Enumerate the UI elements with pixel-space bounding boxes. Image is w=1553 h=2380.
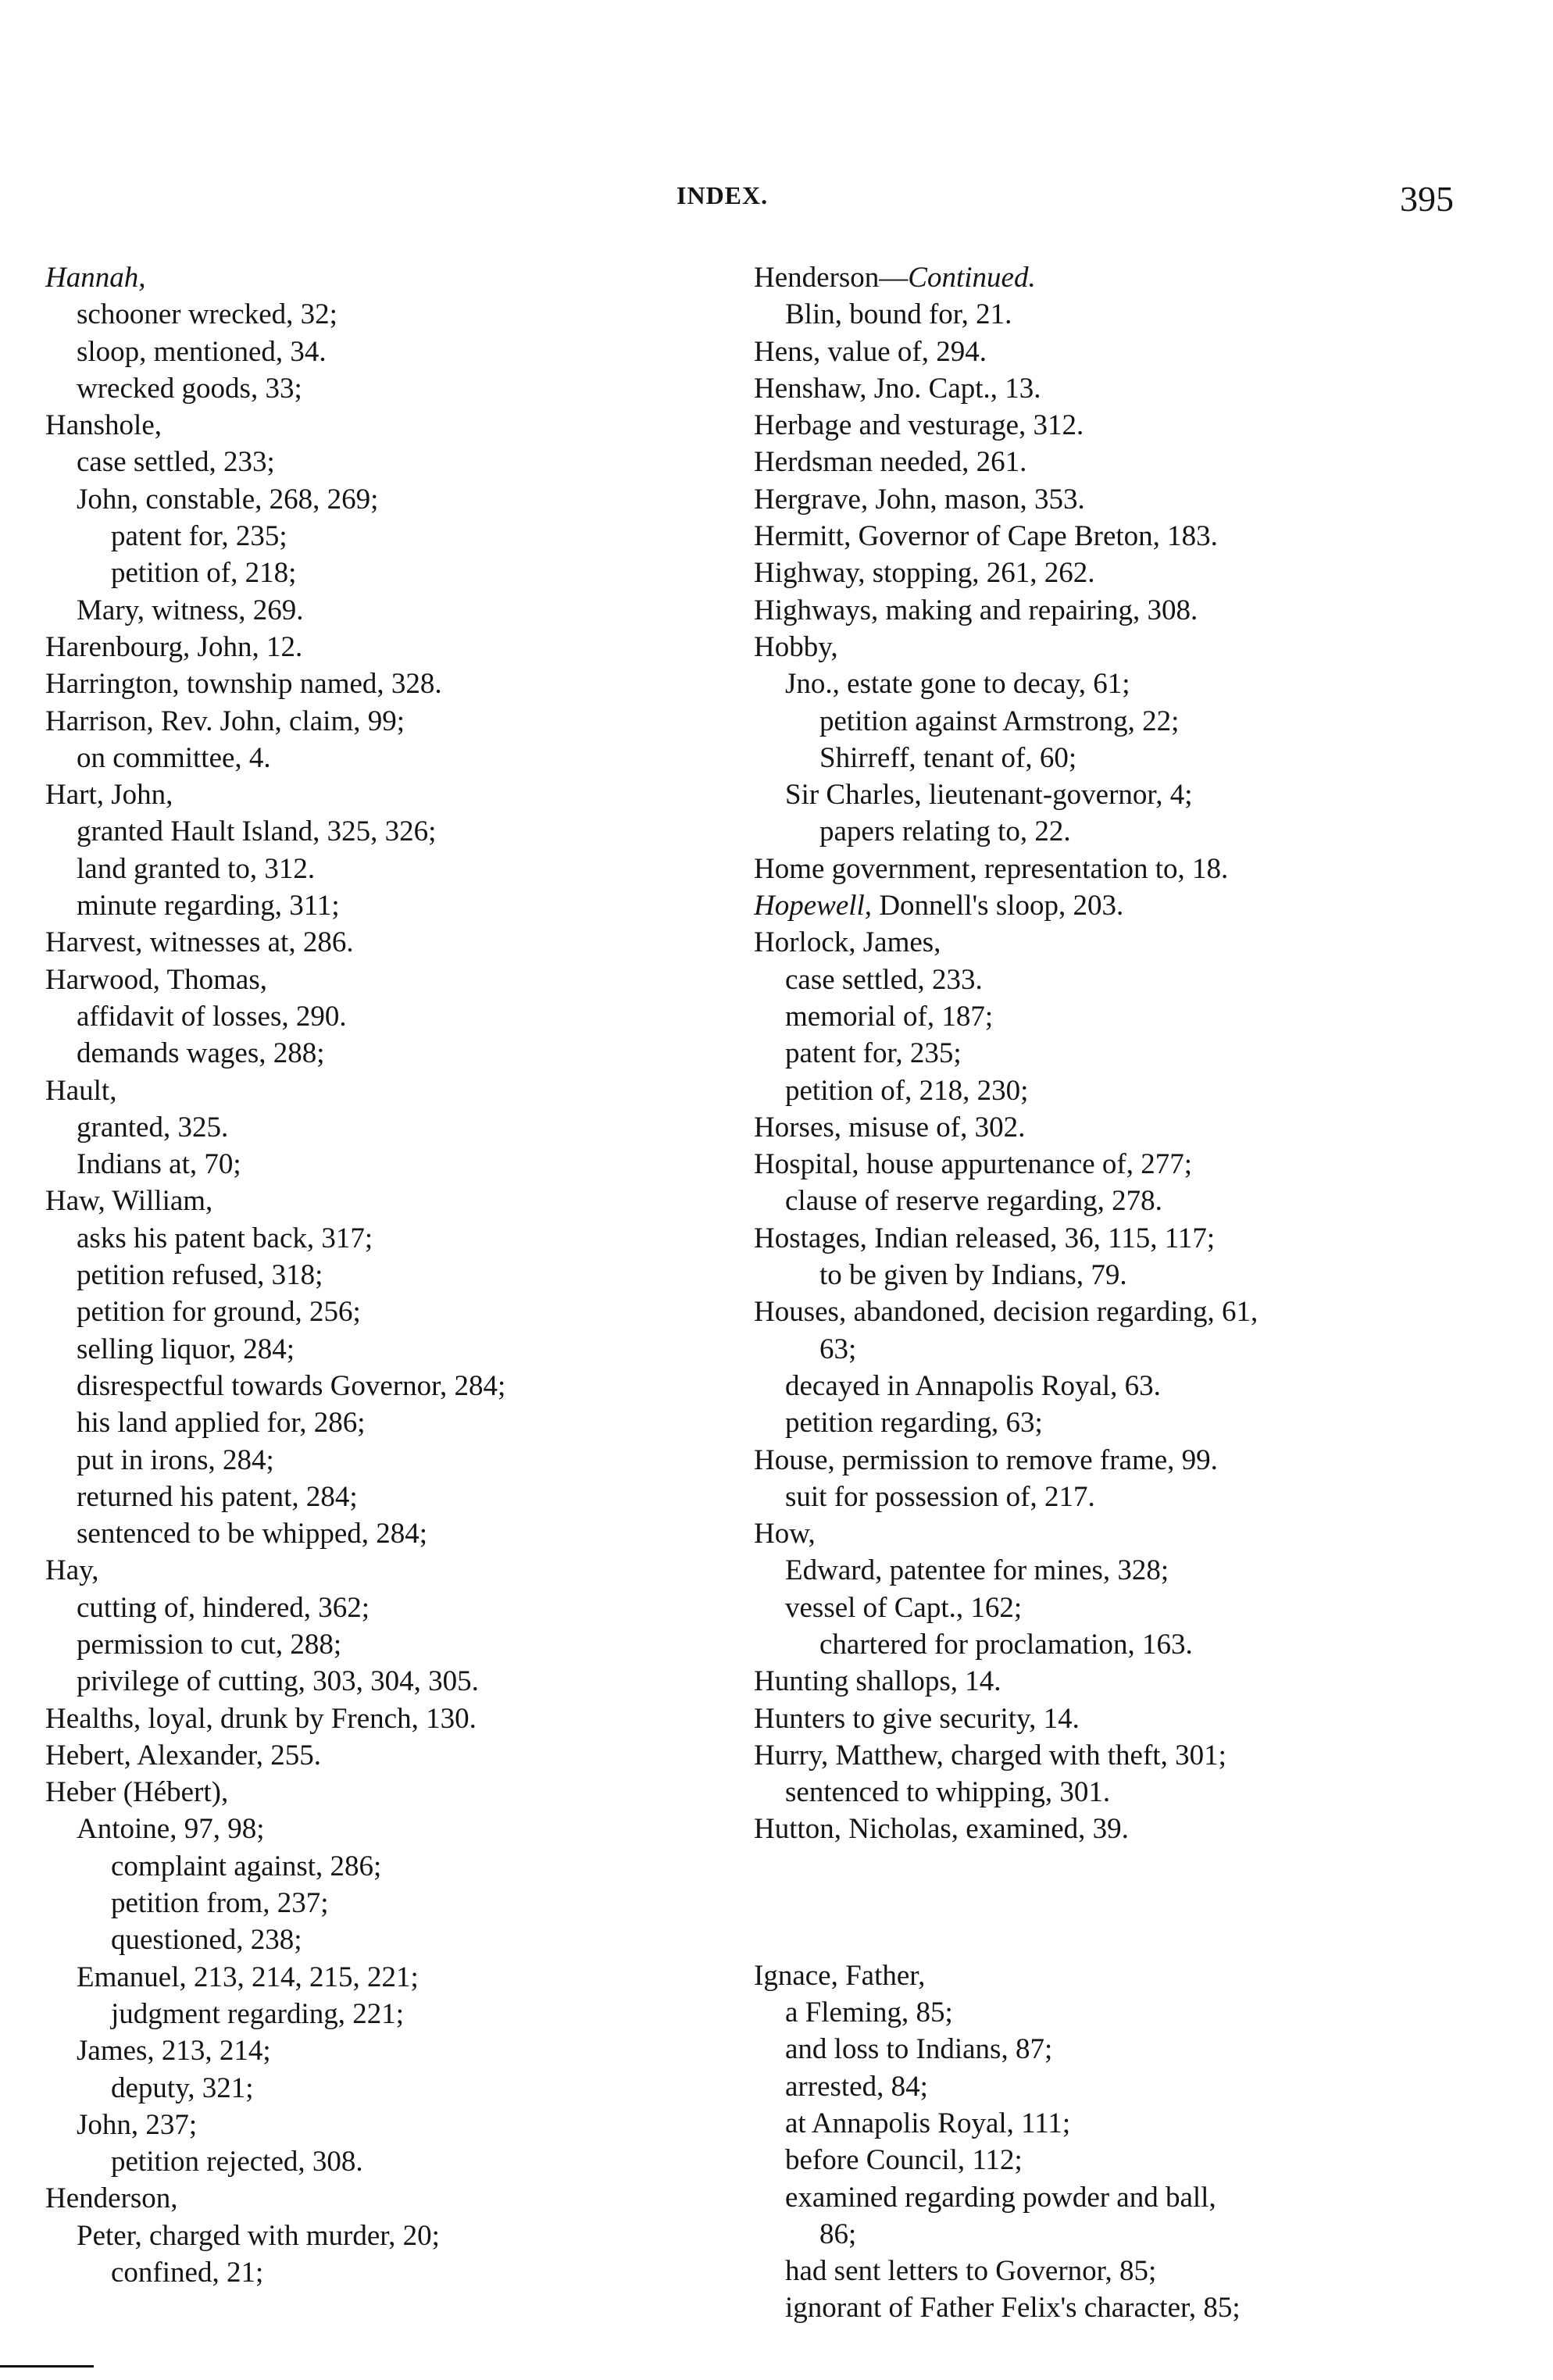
index-heading: Hospital, house appurtenance of, 277;: [754, 1148, 1193, 1181]
index-heading: Harvest, witnesses at, 286.: [45, 926, 354, 959]
index-subentry: at Annapolis Royal, 111;: [785, 2107, 1071, 2139]
index-subentry: petition against Armstrong, 22;: [819, 705, 1180, 737]
page-number: 395: [1400, 179, 1454, 219]
index-subentry: John, 237;: [77, 2108, 198, 2141]
index-subentry: chartered for proclamation, 163.: [819, 1628, 1193, 1661]
index-subentry: arrested, 84;: [785, 2070, 928, 2103]
index-subentry: case settled, 233.: [785, 963, 983, 996]
index-heading: Healths, loyal, drunk by French, 130.: [45, 1702, 477, 1735]
section-gap: [754, 1848, 1457, 1957]
index-subentry: John, constable, 268, 269;: [77, 483, 379, 516]
index-subentry: minute regarding, 311;: [77, 890, 340, 922]
index-heading: Hannah,: [45, 262, 146, 294]
index-heading: Hault,: [45, 1074, 117, 1107]
index-subentry: case settled, 233;: [77, 446, 275, 479]
index-column-right: [754, 259, 1457, 2327]
index-subentry: patent for, 235;: [111, 520, 287, 553]
index-subentry: clause of reserve regarding, 278.: [785, 1185, 1162, 1218]
index-subentry: cutting of, hindered, 362;: [77, 1591, 370, 1624]
index-subentry: Jno., estate gone to decay, 61;: [785, 668, 1130, 701]
index-heading: Herbage and vesturage, 312.: [754, 409, 1084, 442]
index-subentry: to be given by Indians, 79.: [819, 1259, 1127, 1292]
index-subentry: Mary, witness, 269.: [77, 594, 304, 626]
index-subentry: sentenced to be whipped, 284;: [77, 1518, 428, 1550]
index-subentry: papers relating to, 22.: [819, 815, 1071, 848]
index-subentry: memorial of, 187;: [785, 1000, 994, 1033]
index-subentry: complaint against, 286;: [111, 1850, 382, 1882]
index-subentry: put in irons, 284;: [77, 1443, 274, 1476]
index-heading: Highways, making and repairing, 308.: [754, 594, 1198, 626]
index-heading: Harwood, Thomas,: [45, 963, 267, 996]
index-subentry: sentenced to whipping, 301.: [785, 1776, 1111, 1809]
index-subentry: demands wages, 288;: [77, 1037, 325, 1070]
index-subentry: Emanuel, 213, 214, 215, 221;: [77, 1961, 419, 1993]
index-subentry: petition rejected, 308.: [111, 2146, 363, 2178]
index-subentry: asks his patent back, 317;: [77, 1222, 373, 1254]
index-subentry: Peter, charged with murder, 20;: [77, 2219, 440, 2252]
index-subentry: James, 213, 214;: [77, 2035, 271, 2068]
index-subentry: suit for possession of, 217.: [785, 1480, 1095, 1513]
index-heading: Heber (Hébert),: [45, 1776, 229, 1809]
index-heading: Henderson,: [45, 2182, 178, 2215]
index-subentry: privilege of cutting, 303, 304, 305.: [77, 1665, 479, 1698]
index-heading: House, permission to remove frame, 99.: [754, 1443, 1218, 1476]
index-heading: Hebert, Alexander, 255.: [45, 1739, 321, 1772]
index-subentry: selling liquor, 284;: [77, 1333, 295, 1365]
index-subentry: 63;: [819, 1333, 857, 1365]
index-heading: Herdsman needed, 261.: [754, 446, 1027, 479]
index-subentry: confined, 21;: [111, 2257, 264, 2289]
index-subentry: petition for ground, 256;: [77, 1296, 361, 1329]
index-subentry: Edward, patentee for mines, 328;: [785, 1554, 1169, 1587]
index-column-left: [45, 259, 748, 2291]
index-heading: Highway, stopping, 261, 262.: [754, 557, 1095, 590]
index-subentry: petition regarding, 63;: [785, 1407, 1043, 1440]
index-subentry: granted, 325.: [77, 1111, 229, 1144]
index-heading: Houses, abandoned, decision regarding, 61,: [754, 1296, 1258, 1329]
index-subentry: petition of, 218;: [111, 557, 297, 590]
index-subentry: wrecked goods, 33;: [77, 372, 302, 405]
index-subentry: examined regarding powder and ball,: [785, 2181, 1216, 2214]
index-heading: Hopewell, Donnell's sloop, 203.: [754, 890, 1124, 922]
index-subentry: deputy, 321;: [111, 2071, 254, 2104]
index-heading: Harrison, Rev. John, claim, 99;: [45, 705, 405, 737]
index-heading: Haw, William,: [45, 1185, 213, 1218]
index-subentry: Sir Charles, lieutenant-governor, 4;: [785, 779, 1193, 812]
index-subentry: affidavit of losses, 290.: [77, 1000, 347, 1033]
index-subentry: 86;: [819, 2218, 857, 2250]
index-subentry: granted Hault Island, 325, 326;: [77, 815, 437, 848]
index-heading: Hunting shallops, 14.: [754, 1665, 1001, 1698]
index-heading: Horlock, James,: [754, 926, 941, 959]
index-subentry: vessel of Capt., 162;: [785, 1591, 1023, 1624]
index-heading: Hart, John,: [45, 779, 173, 812]
index-subentry: permission to cut, 288;: [77, 1628, 342, 1661]
index-heading: Hostages, Indian released, 36, 115, 117;: [754, 1222, 1216, 1254]
index-subentry: before Council, 112;: [785, 2144, 1023, 2177]
page-header: [0, 178, 1553, 225]
index-heading: Horses, misuse of, 302.: [754, 1111, 1026, 1144]
index-heading: Hens, value of, 294.: [754, 335, 987, 368]
index-heading: Hermitt, Governor of Cape Breton, 183.: [754, 520, 1218, 553]
index-heading: Hurry, Matthew, charged with theft, 301;: [754, 1739, 1226, 1772]
index-subentry: had sent letters to Governor, 85;: [785, 2255, 1157, 2288]
index-heading: Harrington, township named, 328.: [45, 668, 442, 701]
index-subentry: on committee, 4.: [77, 741, 271, 774]
index-subentry: Blin, bound for, 21.: [785, 298, 1012, 331]
index-subentry: returned his patent, 284;: [77, 1480, 358, 1513]
index-subentry: ignorant of Father Felix's character, 85;: [785, 2292, 1241, 2325]
index-subentry: Shirreff, tenant of, 60;: [819, 741, 1077, 774]
index-subentry: patent for, 235;: [785, 1037, 962, 1070]
index-heading: Home government, representation to, 18.: [754, 852, 1229, 885]
index-subentry: judgment regarding, 221;: [111, 1997, 405, 2030]
index-heading: Hergrave, John, mason, 353.: [754, 483, 1085, 516]
index-subentry: disrespectful towards Governor, 284;: [77, 1369, 506, 1402]
index-subentry: petition of, 218, 230;: [785, 1074, 1029, 1107]
index-heading: Harenbourg, John, 12.: [45, 630, 303, 663]
index-subentry: his land applied for, 286;: [77, 1407, 366, 1440]
index-subentry: questioned, 238;: [111, 1924, 302, 1957]
index-subentry: and loss to Indians, 87;: [785, 2033, 1053, 2066]
index-heading: Hobby,: [754, 630, 838, 663]
index-heading: Hutton, Nicholas, examined, 39.: [754, 1813, 1129, 1846]
index-heading: Henderson—Continued.: [754, 262, 1036, 294]
index-heading: Henshaw, Jno. Capt., 13.: [754, 372, 1041, 405]
index-heading: Ignace, Father,: [754, 1959, 926, 1992]
footer-rule: [0, 2365, 94, 2368]
index-subentry: decayed in Annapolis Royal, 63.: [785, 1369, 1161, 1402]
index-subentry: schooner wrecked, 32;: [77, 298, 337, 331]
index-subentry: Antoine, 97, 98;: [77, 1813, 265, 1846]
index-heading: How,: [754, 1518, 816, 1550]
index-subentry: Indians at, 70;: [77, 1148, 241, 1181]
index-subentry: sloop, mentioned, 34.: [77, 335, 327, 368]
index-heading: Hanshole,: [45, 409, 162, 442]
index-heading: Hay,: [45, 1554, 99, 1587]
index-subentry: petition refused, 318;: [77, 1259, 323, 1292]
index-heading: Hunters to give security, 14.: [754, 1702, 1080, 1735]
index-subentry: land granted to, 312.: [77, 852, 316, 885]
running-head: INDEX.: [677, 181, 769, 209]
index-subentry: a Fleming, 85;: [785, 1996, 953, 2029]
index-subentry: petition from, 237;: [111, 1887, 329, 1920]
